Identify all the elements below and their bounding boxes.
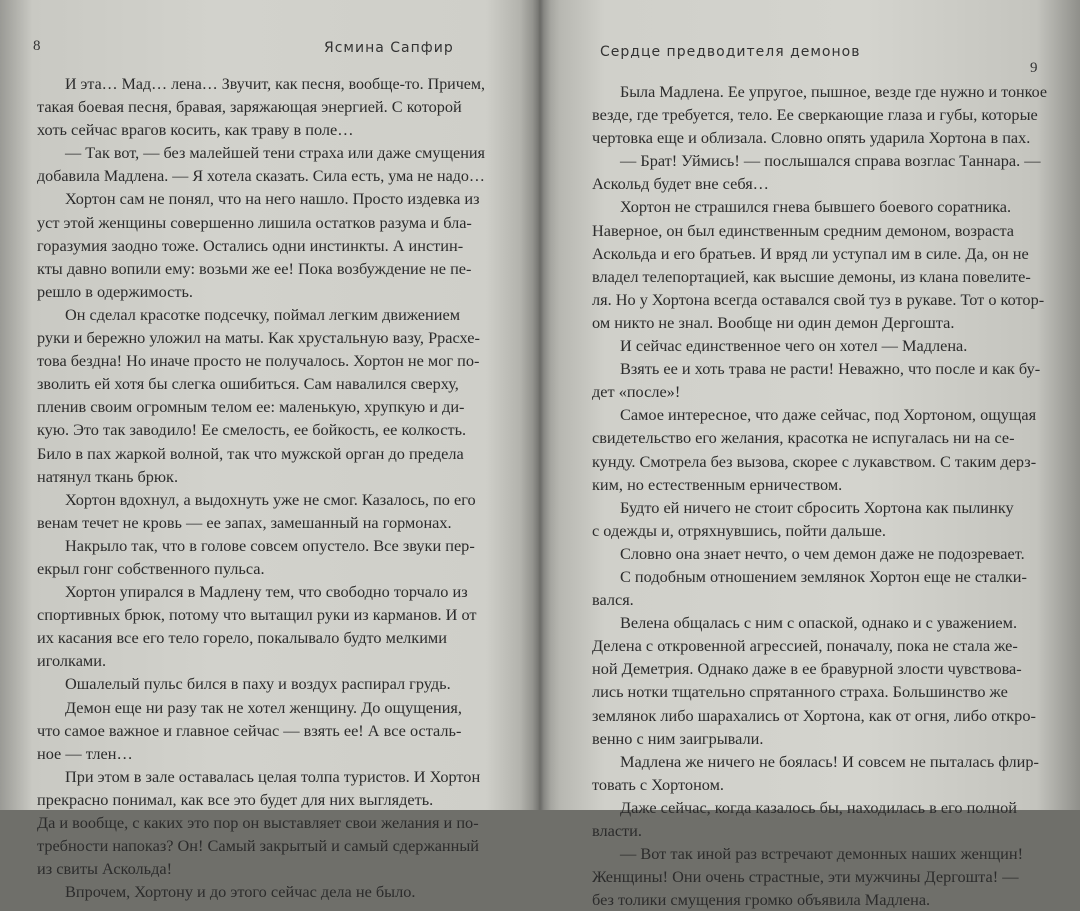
- text-line: Хортон вдохнул, а выдохнуть уже не смог. Казалось, по его: [65, 489, 476, 509]
- text-line: прекрасно понимал, как все это будет для них выглядеть.: [37, 789, 434, 809]
- text-line: Была Мадлена. Ее упругое, пышное, везде где нужно и тонкое: [620, 82, 1047, 101]
- text-line: ля. Но у Хортона всегда оставался свой туз в рукаве. Тот о котор-: [592, 289, 1045, 309]
- text-line: Накрыло так, что в голове совсем опустело. Все звуки пер-: [65, 535, 475, 555]
- text-line: пленив своим огромным телом ее: маленькую, хрупкую и ди-: [37, 397, 465, 417]
- text-line: зволить ей хотя бы слегка ошибиться. Сам навалился сверху,: [37, 374, 459, 394]
- text-line: венно с ним заигрывали.: [592, 728, 764, 748]
- text-line: Взять ее и хоть трава не расти! Неважно, что после и как бу-: [620, 359, 1041, 379]
- text-line: спортивных брюк, потому что вытащил руки из карманов. И от: [37, 605, 477, 625]
- text-line: Даже сейчас, когда казалось бы, находилась в его полной: [620, 797, 1017, 817]
- text-line: власти.: [592, 821, 642, 840]
- text-line: това бездна! Но иначе просто не получалось. Хортон не мог по-: [37, 351, 480, 371]
- text-line: с одежды и, отряхнувшись, пойти дальше.: [592, 520, 886, 540]
- text-line: товать с Хортоном.: [592, 774, 724, 794]
- text-line: землянок либо шарахались от Хортона, как от огня, либо откро-: [592, 705, 1036, 725]
- text-line: Словно она знает нечто, о чем демон даже не подозревает.: [620, 543, 1025, 563]
- left-page: [0, 0, 532, 902]
- text-line: Да и вообще, с каких это пор он выставляет свои желания и по-: [37, 813, 479, 832]
- text-line: Аскольда и его братьев. И вряд ли уступал им в силе. Да, он не: [592, 243, 1029, 263]
- text-line: дет «после»!: [592, 382, 681, 402]
- text-line: вался.: [592, 590, 634, 610]
- text-line: такая боевая песня, бравая, заряжающая энергией. С которой: [37, 97, 462, 117]
- text-line: венам течет не кровь — ее запах, замешанный на гормонах.: [37, 512, 452, 532]
- text-line: Хортон сам не понял, что на него нашло. Просто издевка из: [65, 189, 480, 209]
- text-line: решло в одержимость.: [37, 281, 193, 301]
- text-line: натянул ткань брюк.: [37, 466, 179, 486]
- running-header-author: Ясмина Сапфир: [324, 40, 454, 56]
- text-line: везде, где требуется, тело. Ее сверкающие глаза и губы, которые: [592, 105, 1038, 125]
- right-page: [548, 0, 1080, 910]
- text-line: Хортон не страшился гнева бывшего боевого соратника.: [620, 197, 1012, 217]
- text-line: ким, но естественным ерничеством.: [592, 474, 843, 494]
- text-line: Било в пах жаркой волной, так что мужской орган до предела: [37, 443, 464, 463]
- text-line: кую. Это так заводило! Ее смелость, ее бойкость, ее колкость.: [37, 420, 467, 440]
- text-line: без толики смущения громко объявила Мадлена.: [592, 890, 931, 910]
- left-page-text: [37, 72, 485, 903]
- page-number-right: 9: [1030, 60, 1038, 76]
- text-line: ной Деметрия. Однако даже в ее бравурной злости чувствова-: [592, 659, 1022, 679]
- text-line: ом никто не знал. Вообще ни один демон Дергошта.: [592, 312, 955, 332]
- right-page-text: [592, 80, 1047, 911]
- text-line: требности напоказ? Он! Самый закрытый и самый сдержанный: [37, 836, 479, 856]
- text-line: владел телепортацией, как высшие демоны, из клана повелите-: [592, 266, 1031, 286]
- text-line: Впрочем, Хортону и до этого сейчас дела не было.: [65, 882, 416, 902]
- text-line: — Так вот, — без малейшей тени страха или даже смущения: [65, 143, 485, 163]
- text-line: уст этой женщины совершенно лишила остатков разума и бла-: [37, 212, 472, 232]
- text-line: из свиты Аскольда!: [37, 859, 173, 879]
- text-line: кты давно вопили ему: возьми же ее! Пока возбуждение не пе-: [37, 258, 472, 278]
- text-line: Аскольд будет вне себя…: [592, 174, 769, 194]
- text-line: добавила Мадлена. — Я хотела сказать. Сила есть, ума не надо…: [37, 166, 485, 186]
- text-line: — Вот так иной раз встречают демонных наших женщин!: [620, 844, 1023, 864]
- text-line: Будто ей ничего не стоит сбросить Хортона как пылинку: [620, 497, 1014, 517]
- text-line: свидетельство его желания, красотка не испугалась ни на се-: [592, 428, 1015, 448]
- text-line: что самое важное и главное сейчас — взять ее! А все осталь-: [37, 720, 462, 740]
- text-line: Хортон упирался в Мадлену тем, что свободно торчало из: [65, 582, 468, 602]
- text-line: С подобным отношением землянок Хортон еще не сталки-: [620, 566, 1027, 586]
- text-line: При этом в зале оставалась целая толпа туристов. И Хортон: [65, 766, 481, 786]
- text-line: Женщины! Они очень страстные, эти мужчины Дергошта! —: [592, 867, 1019, 887]
- text-line: Велена общалась с ним с опаской, однако и с уважением.: [620, 613, 1018, 633]
- text-line: Самое интересное, что даже сейчас, под Хортоном, ощущая: [620, 405, 1037, 425]
- text-line: И эта… Мад… лена… Звучит, как песня, вообще-то. Причем,: [65, 74, 485, 93]
- text-line: И сейчас единственное чего он хотел — Мадлена.: [620, 336, 968, 356]
- text-line: Демон еще ни разу так не хотел женщину. До ощущения,: [65, 697, 462, 717]
- text-line: лись нотки тщательно спрятанного страха. Большинство же: [592, 682, 1008, 702]
- text-line: кунду. Смотрела без вызова, скорее с лукавством. С таким дерз-: [592, 451, 1037, 471]
- text-line: горазумия заодно тоже. Остались одни инстинкты. А инстин-: [37, 235, 464, 255]
- text-line: руки и бережно уложил на маты. Как хрустальную вазу, Ррасхе-: [37, 328, 480, 348]
- text-line: их касания все его тело горело, покалывало будто мелкими: [37, 628, 447, 648]
- text-line: ное — тлен…: [37, 743, 133, 763]
- text-line: чертовка еще и облизала. Словно опять ударила Хортона в пах.: [592, 128, 1031, 148]
- running-header-title: Сердце предводителя демонов: [600, 44, 861, 60]
- text-line: хоть сейчас врагов косить, как траву в поле…: [37, 120, 354, 140]
- page-number-left: 8: [33, 38, 41, 54]
- text-line: иголками.: [37, 651, 107, 671]
- text-line: Наверное, он был единственным средним демоном, возраста: [592, 220, 1015, 240]
- text-line: Ошалелый пульс бился в паху и воздух распирал грудь.: [65, 674, 451, 694]
- text-line: Он сделал красотке подсечку, поймал легким движением: [65, 304, 460, 324]
- text-line: Мадлена же ничего не боялась! И совсем не пыталась флир-: [620, 751, 1039, 771]
- text-line: Делена с откровенной агрессией, поначалу, пока не стала же-: [592, 636, 1018, 656]
- text-line: екрыл гонг собственного пульса.: [37, 558, 265, 578]
- text-line: — Брат! Уймись! — послышался справа возглас Таннара. —: [620, 151, 1041, 171]
